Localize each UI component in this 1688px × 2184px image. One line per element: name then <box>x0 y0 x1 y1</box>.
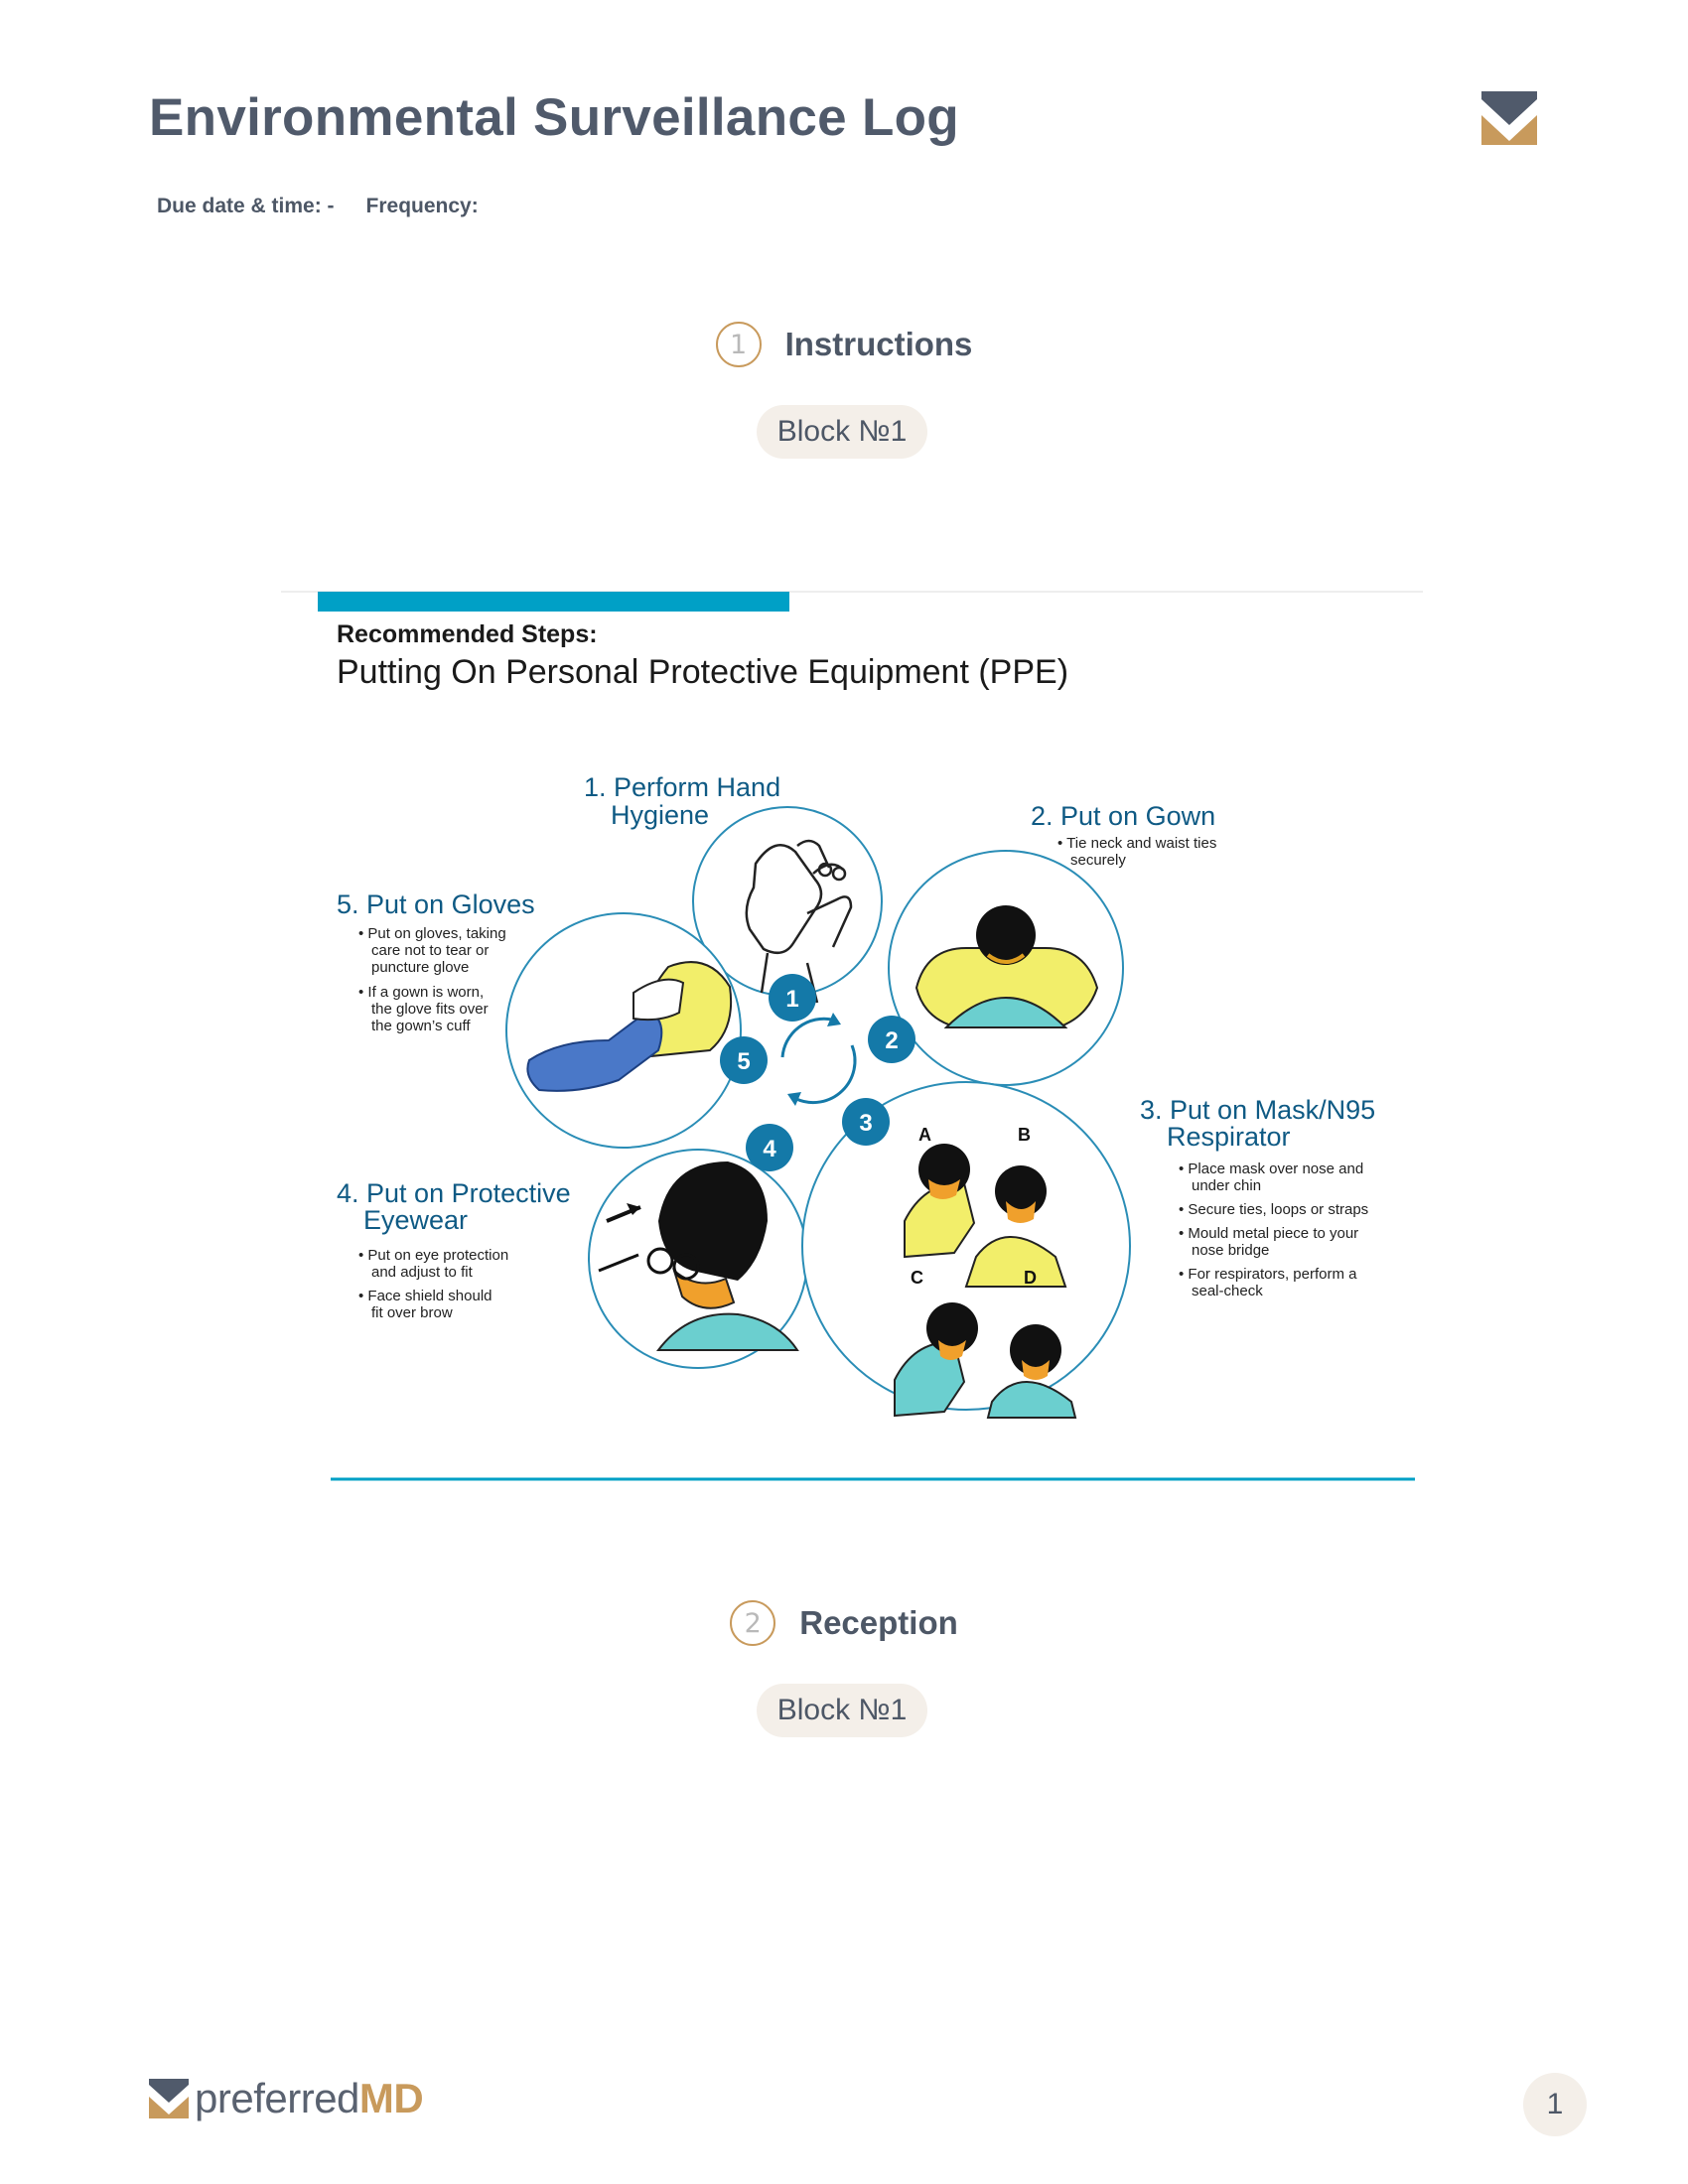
section-reception-header <box>0 1600 1688 1646</box>
step-badge-2 <box>868 1016 915 1063</box>
infographic-subtitle: Recommended Steps: <box>337 620 598 648</box>
block-badge: Block №1 <box>757 1684 927 1737</box>
step5-bullet-2-cont-b: the gown’s cuff <box>371 1018 471 1034</box>
checkmark-logo-icon <box>1481 91 1537 145</box>
mask-label-c: C <box>911 1268 923 1288</box>
step3-bullet-4: • For respirators, perform a <box>1179 1266 1357 1283</box>
mask-label-b: B <box>1018 1125 1031 1145</box>
meta-row <box>157 195 479 218</box>
mask-label-a: A <box>918 1125 931 1145</box>
checkmark-logo-icon <box>149 2079 189 2118</box>
step5-bullet-2: • If a gown is worn, <box>358 984 485 1001</box>
step3-bullet-1-cont: under chin <box>1192 1177 1262 1194</box>
step5-heading: 5. Put on Gloves <box>337 889 535 919</box>
brand-name-bold: MD <box>358 2075 424 2121</box>
step-badge-5 <box>720 1036 768 1084</box>
step5-bullet-2-cont-a: the glove fits over <box>371 1001 489 1018</box>
step4-bullet-2: • Face shield should <box>358 1288 492 1304</box>
step-badge-1 <box>769 974 816 1022</box>
step4-heading-line1: 4. Put on Protective <box>337 1178 571 1208</box>
step4-heading-line2: Eyewear <box>363 1205 469 1235</box>
section-title: Instructions <box>784 326 973 362</box>
step3-bullet-2: • Secure ties, loops or straps <box>1179 1201 1369 1218</box>
step3-bullet-3: • Mould metal piece to your <box>1179 1225 1359 1242</box>
step3-bullet-4-cont: seal-check <box>1192 1283 1263 1299</box>
step3-heading-line2: Respirator <box>1167 1122 1291 1152</box>
step3-bullet-1: • Place mask over nose and <box>1179 1160 1364 1177</box>
footer-brand-logo <box>149 2075 423 2122</box>
step5-bullet-1-cont-a: care not to tear or <box>371 942 490 959</box>
accent-bar <box>318 592 789 612</box>
step3-heading-line1: 3. Put on Mask/N95 <box>1140 1095 1376 1125</box>
section-title: Reception <box>799 1604 958 1641</box>
page-title: Environmental Surveillance Log <box>149 88 959 147</box>
step2-bullet-1: • Tie neck and waist ties <box>1057 835 1217 852</box>
svg-text:1: 1 <box>785 986 799 1013</box>
infographic-title: Putting On Personal Protective Equipment (PPE) <box>337 653 1069 691</box>
step3-bullet-3-cont: nose bridge <box>1192 1242 1270 1259</box>
step4-bullet-2-cont: fit over brow <box>371 1304 453 1321</box>
mask-label-d: D <box>1024 1268 1037 1288</box>
step4-bullet-1-cont: and adjust to fit <box>371 1264 473 1281</box>
brand-name <box>195 2075 423 2122</box>
step-badge-4 <box>746 1124 793 1171</box>
ppe-infographic <box>281 586 1423 1509</box>
section-number: 2 <box>730 1600 775 1646</box>
cycle-arrows-icon <box>782 1019 855 1102</box>
frequency-label: Frequency: <box>365 195 479 217</box>
step2-bullet-1-cont: securely <box>1070 852 1126 869</box>
due-date-label: Due date & time: - <box>157 195 335 217</box>
brand-name-light: preferred <box>195 2075 359 2121</box>
block-badge: Block №1 <box>757 405 927 459</box>
svg-text:5: 5 <box>737 1048 751 1075</box>
step4-bullet-1: • Put on eye protection <box>358 1247 509 1264</box>
step5-bullet-1: • Put on gloves, taking <box>358 925 506 942</box>
svg-text:4: 4 <box>763 1136 776 1162</box>
section-instructions-header <box>0 322 1688 367</box>
step1-heading-line1: 1. Perform Hand <box>584 772 781 802</box>
step2-heading: 2. Put on Gown <box>1031 801 1216 831</box>
page-number: 1 <box>1523 2073 1587 2136</box>
step-badge-3 <box>842 1098 890 1146</box>
section-number: 1 <box>716 322 762 367</box>
step1-heading-line2: Hygiene <box>611 800 710 830</box>
svg-text:2: 2 <box>885 1027 899 1054</box>
step5-bullet-1-cont-b: puncture glove <box>371 959 470 976</box>
svg-text:3: 3 <box>859 1110 873 1137</box>
